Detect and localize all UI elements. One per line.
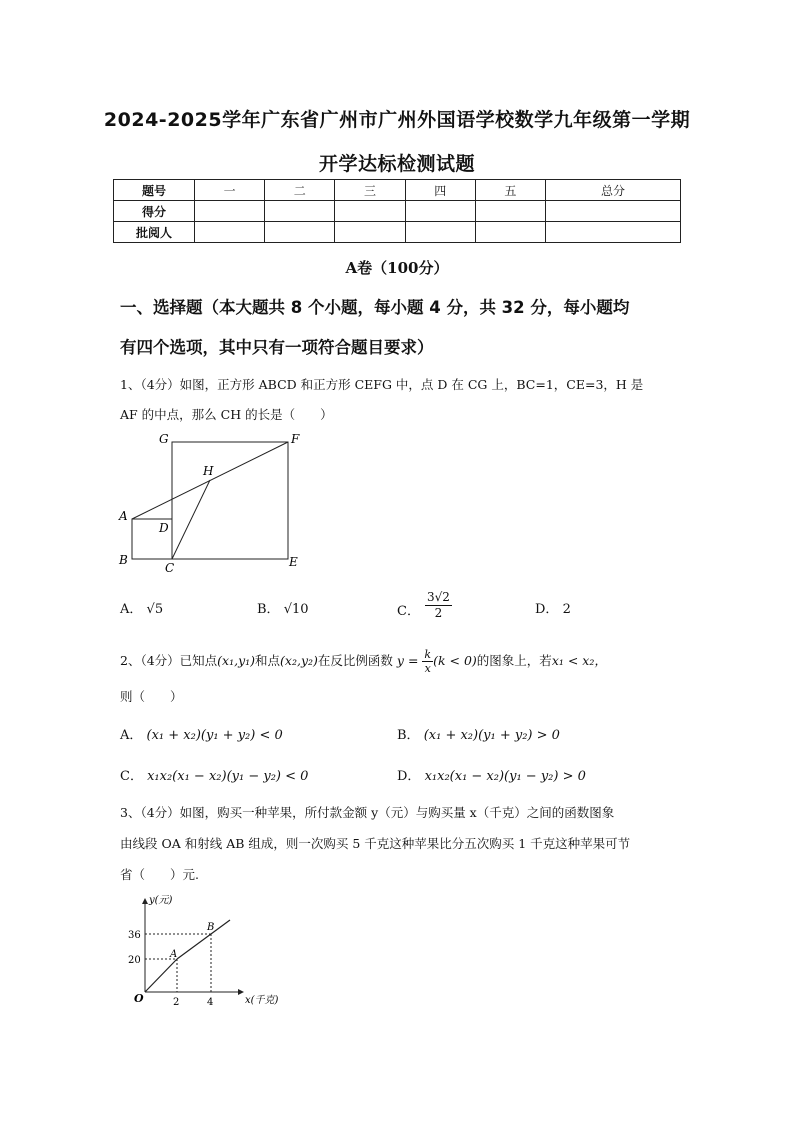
point-a-label: A [170, 949, 178, 960]
q2-prefix: 2、（4分）已知点 [120, 653, 218, 668]
q3-text-line2: 由线段 OA 和射线 AB 组成，则一次购买 5 千克这种苹果比分五次购买 1 千克这种苹果可节 [120, 836, 631, 851]
exam-title-line2: 开学达标检测试题 [318, 153, 475, 175]
option-value: x₁x₂(x₁ − x₂)(y₁ − y₂) < 0 [147, 769, 309, 784]
section-heading-line1: 一、选择题（本大题共 8 个小题，每小题 4 分，共 32 分，每小题均 [120, 298, 630, 317]
q2-option-b[interactable] [397, 724, 560, 743]
q1-option-a[interactable] [120, 598, 163, 617]
score-table-row [114, 201, 681, 222]
option-label: B． [257, 602, 280, 617]
score-table-col-header: 题号 [114, 180, 195, 201]
label-a: A [119, 509, 128, 523]
q2-and: 和点 [255, 653, 281, 668]
exam-title-line1: 2024-2025学年广东省广州市广州外国语学校数学九年级第一学期 [103, 109, 691, 131]
label-f: F [291, 432, 300, 446]
option-value: 2 [562, 602, 571, 617]
score-table-col-header: 三 [335, 180, 405, 201]
score-table-row-label: 批阅人 [114, 222, 195, 243]
q2-func-cond: (k < 0) [433, 653, 477, 668]
grader-cell[interactable] [195, 222, 265, 243]
q2-point1: (x₁,y₁) [217, 653, 256, 668]
score-table-col-header: 一 [195, 180, 265, 201]
option-value: √5 [146, 602, 164, 617]
option-value: x₁x₂(x₁ − x₂)(y₁ − y₂) > 0 [424, 769, 586, 784]
q2-func-lhs: y = [396, 653, 419, 668]
option-label: A． [120, 602, 143, 617]
label-g: G [159, 432, 169, 446]
score-table-row [114, 222, 681, 243]
grader-cell[interactable] [475, 222, 545, 243]
score-table-row-label: 得分 [114, 201, 195, 222]
q1-text-line2: AF 的中点，那么 CH 的长是（ ） [120, 407, 333, 422]
x-tick-label: 4 [207, 997, 214, 1008]
option-value: (x₁ + x₂)(y₁ + y₂) > 0 [423, 728, 560, 743]
q1-option-b[interactable] [257, 598, 309, 617]
score-cell[interactable] [405, 201, 475, 222]
option-label: C． [120, 769, 143, 784]
q2-point2: (x₂,y₂) [280, 653, 318, 668]
score-cell[interactable] [546, 201, 681, 222]
q2-option-d[interactable] [397, 765, 586, 784]
option-value: √10 [283, 602, 309, 617]
score-table-header-row [114, 180, 681, 201]
option-label: D． [535, 602, 559, 617]
label-e: E [289, 555, 298, 569]
option-value: (x₁ + x₂)(y₁ + y₂) < 0 [146, 728, 283, 743]
segment-ch [172, 480, 210, 559]
paper-section-label: A卷（100分） [345, 259, 449, 277]
q2-text-line1 [120, 647, 690, 675]
grader-cell[interactable] [335, 222, 405, 243]
score-table-col-header: 二 [265, 180, 335, 201]
q2-text-line2: 则（ ） [120, 689, 183, 704]
q2-option-c[interactable] [120, 765, 308, 784]
q2-func-fraction [422, 648, 433, 675]
option-label: B． [397, 728, 420, 743]
fraction-denominator: x [424, 662, 431, 675]
label-c: C [165, 561, 175, 575]
label-b: B [119, 553, 128, 567]
ray-ab [177, 920, 230, 959]
q2-option-a[interactable] [120, 724, 283, 743]
q1-text-line1: 1、（4分）如图，正方形 ABCD 和正方形 CEFG 中，点 D 在 CG 上，BC=1，CE=3，H 是 [120, 377, 644, 392]
score-cell[interactable] [475, 201, 545, 222]
label-d: D [159, 521, 169, 535]
y-tick-label: 20 [128, 955, 141, 966]
q3-text-line1: 3、（4分）如图，购买一种苹果，所付款金额 y（元）与购买量 x（千克）之间的函数图象 [120, 805, 615, 820]
score-cell[interactable] [335, 201, 405, 222]
segment-oa [145, 959, 177, 992]
option-label: D． [397, 769, 421, 784]
origin-label: O [134, 992, 144, 1005]
q2-cond: x₁ < x₂， [551, 653, 607, 668]
q1-option-d[interactable] [535, 598, 571, 617]
label-h: H [203, 464, 214, 478]
fraction [425, 590, 452, 621]
option-label: A． [120, 728, 143, 743]
fraction-numerator: 3√2 [427, 590, 450, 604]
q3-graph [118, 893, 298, 1011]
x-tick-label: 2 [173, 997, 180, 1008]
q1-figure [113, 430, 313, 575]
q3-text-line3: 省（ ）元. [120, 867, 199, 882]
score-table-col-header: 总分 [546, 180, 681, 201]
option-label: C． [397, 604, 420, 619]
fraction-numerator: k [424, 648, 432, 661]
grader-cell[interactable] [546, 222, 681, 243]
section-heading-line2: 有四个选项，其中只有一项符合题目要求） [120, 338, 434, 357]
point-b-label: B [207, 922, 215, 933]
fraction-denominator: 2 [434, 606, 443, 620]
q2-mid: 在反比例函数 [317, 653, 393, 668]
square-cefg [172, 442, 288, 559]
score-cell[interactable] [265, 201, 335, 222]
score-table-col-header: 五 [475, 180, 545, 201]
grader-cell[interactable] [405, 222, 475, 243]
x-axis-label: x(千克) [245, 995, 279, 1006]
score-table [113, 179, 681, 243]
y-axis-label: y(元) [149, 895, 173, 906]
score-cell[interactable] [195, 201, 265, 222]
q2-suffix: 的图象上，若 [476, 653, 552, 668]
y-tick-label: 36 [128, 930, 141, 941]
grader-cell[interactable] [265, 222, 335, 243]
score-table-col-header: 四 [405, 180, 475, 201]
